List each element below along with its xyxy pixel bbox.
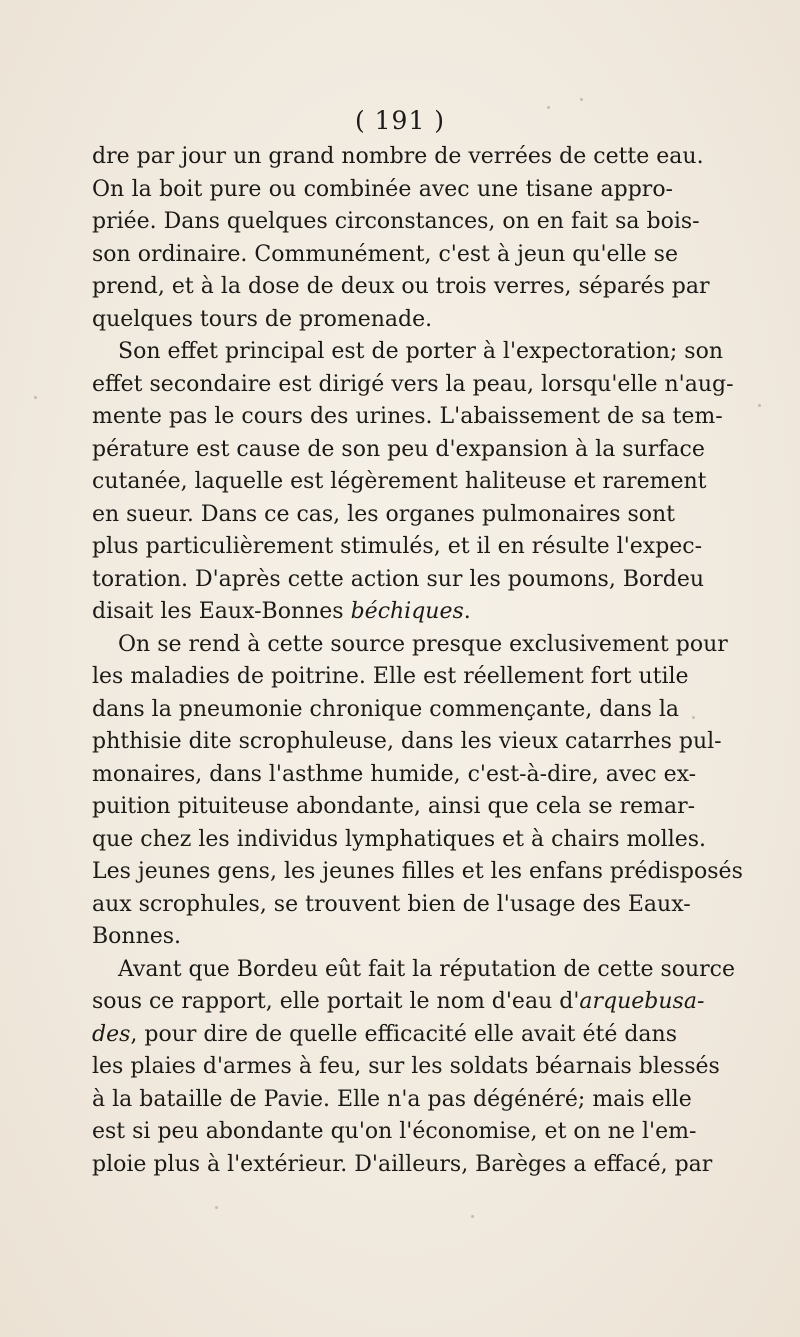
line-text: les maladies de poitrine. Elle est réellement fort utile bbox=[92, 664, 689, 689]
line-text: Bonnes. bbox=[92, 924, 182, 949]
line-text: toration. D'après cette action sur les poumons, Bordeu bbox=[92, 566, 705, 592]
text-line bbox=[92, 304, 673, 337]
line-text: quelques tours de promenade. bbox=[92, 306, 433, 332]
text-line bbox=[92, 629, 728, 662]
paper-speck bbox=[34, 396, 37, 399]
text-line bbox=[92, 401, 723, 434]
paper-speck bbox=[547, 106, 550, 109]
text-line bbox=[92, 1116, 697, 1149]
text-line bbox=[92, 1149, 713, 1182]
paper-speck bbox=[215, 1206, 218, 1209]
text-line bbox=[92, 759, 697, 792]
line-text: effet secondaire est dirigé vers la peau, lorsqu'elle n'aug- bbox=[92, 371, 734, 397]
text-line bbox=[92, 466, 707, 499]
text-line bbox=[92, 1084, 692, 1117]
text-line bbox=[92, 954, 736, 987]
text-line bbox=[92, 206, 700, 239]
line-text: . bbox=[463, 599, 471, 624]
text-line bbox=[92, 174, 673, 207]
text-line bbox=[92, 369, 734, 402]
paper-speck bbox=[692, 716, 695, 719]
line-text: mente pas le cours des urines. L'abaissement de sa tem- bbox=[92, 404, 723, 429]
text-line bbox=[92, 564, 705, 597]
line-text: plus particulièrement stimulés, et il en résulte l'expec- bbox=[92, 534, 703, 559]
italic-term: des bbox=[92, 1021, 131, 1047]
line-text: aux scrophules, se trouvent bien de l'usage des Eaux- bbox=[92, 891, 691, 917]
text-line bbox=[92, 1019, 678, 1052]
line-text: ploie plus à l'extérieur. D'ailleurs, Barèges a effacé, par bbox=[92, 1151, 713, 1177]
paper-speck bbox=[471, 1215, 474, 1218]
text-line bbox=[92, 824, 707, 857]
body-text bbox=[92, 141, 743, 1181]
line-text: son ordinaire. Communément, c'est à jeun qu'elle se bbox=[92, 241, 678, 267]
line-text: Son effet principal est de porter à l'expectoration; son bbox=[118, 339, 723, 364]
text-line bbox=[92, 726, 722, 759]
line-text: phthisie dite scrophuleuse, dans les vieux catarrhes pul- bbox=[92, 729, 722, 754]
italic-term: arquebusa- bbox=[579, 989, 705, 1014]
text-line bbox=[92, 434, 705, 467]
text-line bbox=[92, 531, 703, 564]
text-line bbox=[92, 596, 673, 629]
line-text: que chez les individus lymphatiques et à chairs molles. bbox=[92, 826, 707, 852]
paper-speck bbox=[580, 98, 583, 101]
line-text: pérature est cause de son peu d'expansion à la surface bbox=[92, 436, 705, 462]
line-text: disait les Eaux-Bonnes bbox=[92, 599, 351, 624]
line-text: On la boit pure ou combinée avec une tisane appro- bbox=[92, 176, 673, 202]
text-line bbox=[92, 889, 691, 922]
line-text: les plaies d'armes à feu, sur les soldats béarnais blessés bbox=[92, 1054, 720, 1079]
line-text: à la bataille de Pavie. Elle n'a pas dégénéré; mais elle bbox=[92, 1086, 692, 1112]
text-line bbox=[92, 694, 680, 727]
line-text: est si peu abondante qu'on l'économise, et on ne l'em- bbox=[92, 1119, 697, 1144]
italic-term: béchiques bbox=[350, 599, 464, 624]
text-line bbox=[92, 1051, 720, 1084]
text-line bbox=[92, 856, 743, 889]
line-text: prend, et à la dose de deux ou trois verres, séparés par bbox=[92, 274, 710, 299]
line-text: Les jeunes gens, les jeunes filles et les enfans prédisposés bbox=[92, 859, 743, 884]
line-text: puition pituiteuse abondante, ainsi que cela se remar- bbox=[92, 794, 696, 819]
line-text: , pour dire de quelle efficacité elle avait été dans bbox=[130, 1021, 678, 1047]
text-line bbox=[92, 499, 676, 532]
text-line bbox=[92, 791, 696, 824]
line-text: en sueur. Dans ce cas, les organes pulmonaires sont bbox=[92, 501, 676, 527]
line-text: On se rend à cette source presque exclusivement pour bbox=[118, 631, 728, 657]
line-text: dre par jour un grand nombre de verrées de cette eau. bbox=[92, 144, 704, 169]
text-line bbox=[92, 986, 705, 1019]
line-text: cutanée, laquelle est légèrement haliteuse et rarement bbox=[92, 469, 707, 494]
paper-speck bbox=[758, 404, 761, 407]
text-line bbox=[92, 141, 704, 174]
text-line bbox=[92, 921, 673, 954]
text-line bbox=[92, 336, 723, 369]
line-text: monaires, dans l'asthme humide, c'est-à-dire, avec ex- bbox=[92, 761, 697, 787]
line-text: Avant que Bordeu eût fait la réputation de cette source bbox=[118, 956, 736, 982]
page-number: ( 191 ) bbox=[354, 106, 446, 135]
text-line bbox=[92, 239, 678, 272]
text-line bbox=[92, 661, 689, 694]
line-text: sous ce rapport, elle portait le nom d'eau d' bbox=[92, 989, 580, 1014]
text-line bbox=[92, 271, 710, 304]
line-text: priée. Dans quelques circonstances, on en fait sa bois- bbox=[92, 209, 700, 234]
line-text: dans la pneumonie chronique commençante, dans la bbox=[92, 696, 680, 722]
